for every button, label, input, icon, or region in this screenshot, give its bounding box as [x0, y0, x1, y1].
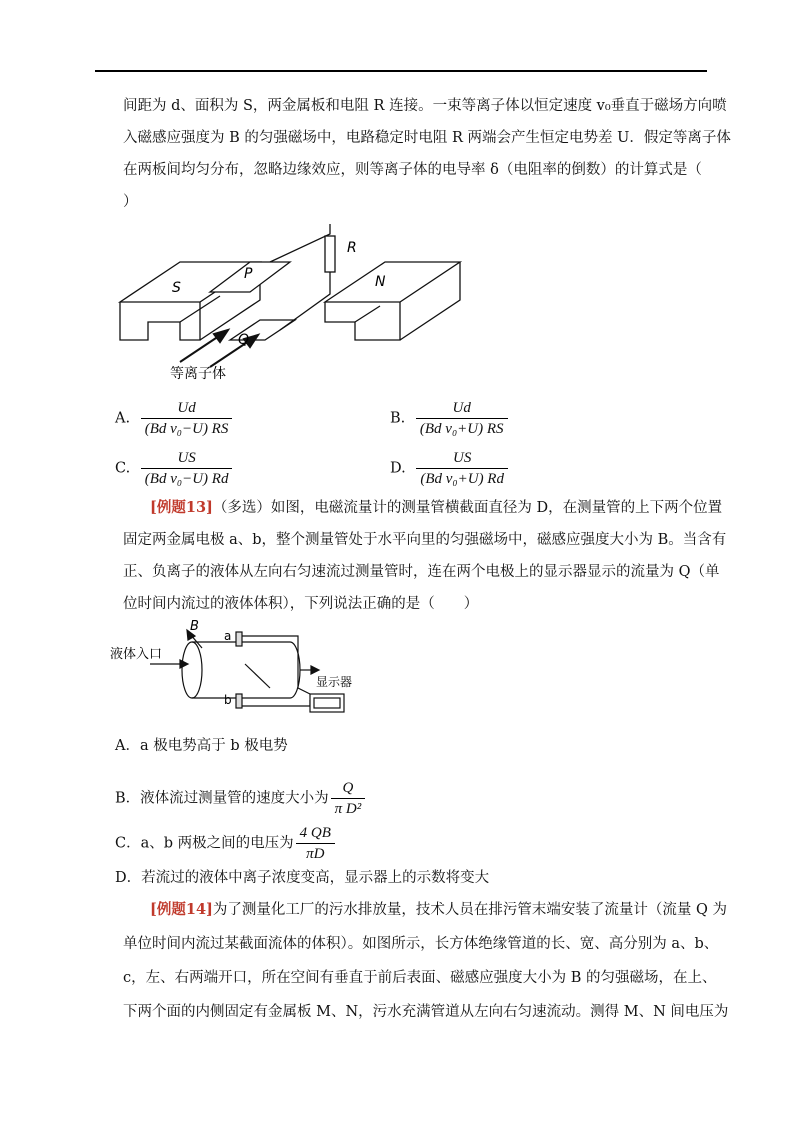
label-s: S: [172, 280, 181, 296]
q14-line-3: c，左、右两端开口，所在空间有垂直于前后表面、磁感应强度大小为 B 的匀强磁场，在上、: [123, 970, 717, 986]
q13-line-2: 固定两金属电极 a、b，整个测量管处于水平向里的匀强磁场中，磁感应强度大小为 B。当含有: [123, 532, 727, 548]
q14-line-1: [例题14]为了测量化工厂的污水排放量，技术人员在排污管末端安装了流量计（流量 Q 为: [150, 901, 728, 918]
q13-line-1: [例题13]（多选）如图，电磁流量计的测量管横截面直径为 D，在测量管的上下两个位置: [150, 499, 723, 516]
intro-line-3: 在两板间均匀分布，忽略边缘效应，则等离子体的电导率 δ（电阻率的倒数）的计算式是（: [123, 162, 702, 178]
q13-option-a: A．a 极电势高于 b 极电势: [115, 738, 288, 754]
label-q: Q: [238, 332, 250, 348]
q13-line-3: 正、负离子的液体从左向右匀速流过测量管时，连在两个电极上的显示器显示的流量为 Q（单: [123, 564, 720, 580]
intro-line-1: 间距为 d、面积为 S，两金属板和电阻 R 连接。一束等离子体以恒定速度 v₀垂直于磁场方向喷: [123, 98, 727, 114]
label-n: N: [375, 274, 386, 290]
header-rule: [95, 70, 707, 72]
label-b-field: B: [190, 619, 199, 634]
label-electrode-a: a: [224, 629, 232, 643]
q13-option-d: D．若流过的液体中离子浓度变高，显示器上的示数将变大: [115, 870, 490, 886]
flowmeter-figure: [110, 618, 370, 718]
intro-line-2: 入磁感应强度为 B 的匀强磁场中，电路稳定时电阻 R 两端会产生恒定电势差 U．假定等离子体: [123, 130, 731, 146]
q12-option-d: D. $\frac{US}{\text{(Bd v₀+U) Rd}}$: [390, 448, 508, 489]
q14-line-4: 下两个面的内侧固定有金属板 M、N，污水充满管道从左向右匀速流动。测得 M、N 间电压为: [123, 1004, 729, 1020]
q14-line-2: 单位时间内流过某截面流体的体积）。如图所示，长方体绝缘管道的长、宽、高分别为 a、b、: [123, 936, 719, 952]
q13-option-c: C．a、b 两极之间的电压为 $\frac{4 QB}{\pi D}$: [115, 823, 335, 864]
q12-option-b: B. $\frac{Ud}{\text{(Bd v₀+U) RS}}$: [390, 398, 508, 439]
label-plasma: 等离子体: [170, 366, 226, 382]
intro-line-4: ）: [123, 194, 138, 210]
q13-line-4: 位时间内流过的液体体积），下列说法正确的是（ ）: [123, 596, 479, 612]
label-display: 显示器: [316, 675, 353, 689]
q13-tag: [例题13]: [150, 499, 213, 516]
label-electrode-b: b: [224, 693, 232, 707]
label-r: R: [347, 240, 357, 256]
mhd-generator-figure: [110, 222, 470, 382]
q12-option-c: C. $\frac{US}{\text{(Bd v₀−U) Rd}}$: [115, 448, 232, 489]
q13-option-b: B．液体流过测量管的速度大小为 $\frac{Q}{\text{π D²}}$: [115, 778, 365, 819]
label-p: P: [244, 266, 253, 282]
q12-option-a: A. $\frac{Ud}{\text{(Bd v₀−U) RS}}$: [115, 398, 232, 439]
q14-tag: [例题14]: [150, 901, 213, 918]
label-inlet: 液体入口: [110, 647, 163, 662]
